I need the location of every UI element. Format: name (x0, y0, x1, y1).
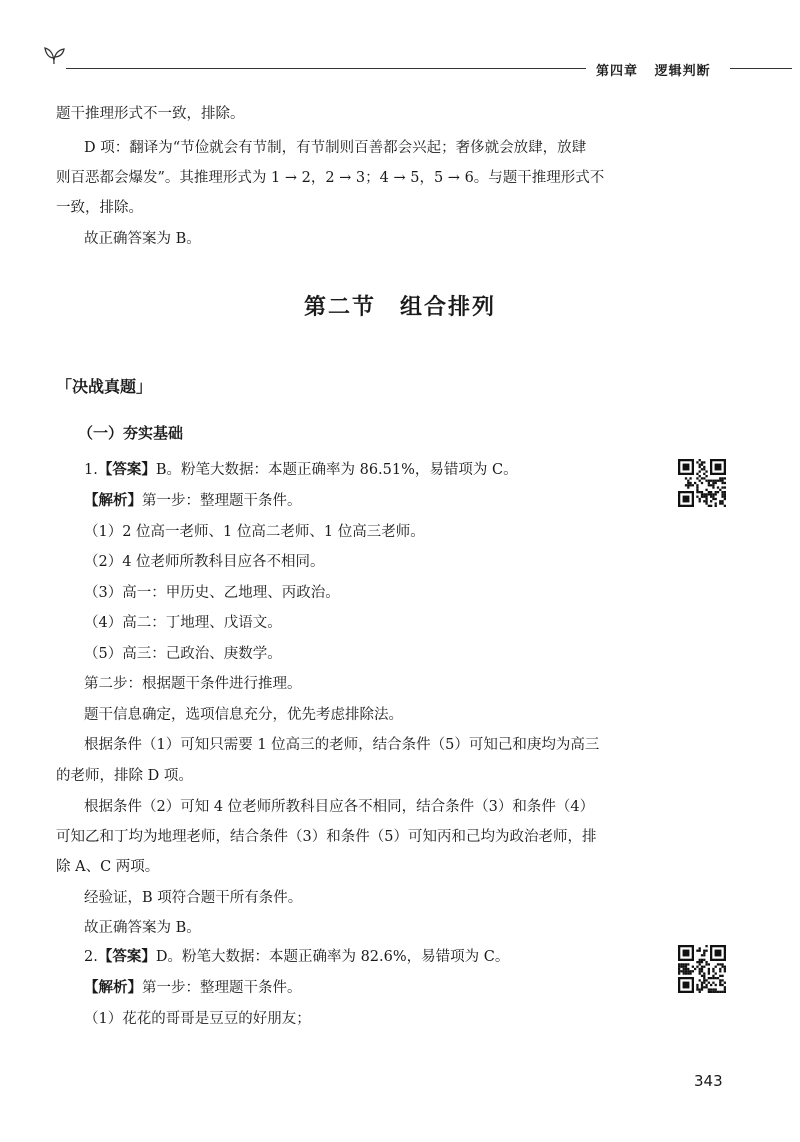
q1-number: 1. (84, 462, 98, 478)
bracket-heading-text: 决战真题 (72, 377, 137, 396)
q1-line: （5）高三：己政治、庚数学。 (84, 646, 282, 662)
q1-answer-text: B。粉笔大数据：本题正确率为 86.51%，易错项为 C。 (155, 462, 518, 478)
q1-line: 第二步：根据题干条件进行推理。 (84, 676, 302, 692)
q1-line: 可知乙和丁均为地理老师，结合条件（3）和条件（5）可知丙和己均为政治老师，排 (56, 829, 597, 845)
q1-line: （1）2 位高一老师、1 位高二老师、1 位高三老师。 (84, 524, 425, 540)
bracket-heading (56, 374, 152, 397)
q1-analysis-label: 【解析】 (84, 493, 142, 509)
q2-answer-label: 【答案】 (97, 949, 156, 965)
leaf-logo-icon (42, 44, 66, 66)
running-header (592, 60, 715, 79)
q1-line: （3）高一：甲历史、乙地理、丙政治。 (84, 585, 340, 601)
body-line: 则百恶都会爆发”。其推理形式为 1 → 2，2 → 3；4 → 5，5 → 6。与题干推理形式不 (56, 170, 605, 186)
header-chapter: 第四章 (596, 64, 639, 79)
bracket-open-icon: 「 (56, 377, 73, 396)
q2-analysis-line (84, 978, 302, 998)
header-rule-left (66, 68, 586, 69)
body-line: 一致，排除。 (56, 200, 143, 216)
header-title: 逻辑判断 (654, 64, 711, 79)
section-title: 第二节 组合排列 (303, 295, 496, 320)
q1-line: 故正确答案为 B。 (84, 920, 201, 936)
q1-line: 题干信息确定，选项信息充分，优先考虑排除法。 (84, 707, 403, 723)
q1-analysis-line (84, 491, 302, 511)
page-number: 343 (694, 1072, 723, 1090)
q1-line: 经验证，B 项符合题干所有条件。 (84, 890, 303, 906)
q2-number: 2. (84, 949, 98, 965)
q2-answer-text: D。粉笔大数据：本题正确率为 82.6%，易错项为 C。 (155, 949, 510, 965)
body-line: D 项：翻译为“节俭就会有节制，有节制则百善都会兴起；奢侈就会放肆，放肆 (84, 140, 587, 156)
q1-line: （4）高二：丁地理、戊语文。 (84, 615, 282, 631)
q1-analysis-text: 第一步：整理题干条件。 (142, 493, 302, 509)
bracket-close-icon: 」 (136, 377, 153, 396)
q2-line: （1）花花的哥哥是豆豆的好朋友； (84, 1011, 311, 1027)
body-line: 题干推理形式不一致，排除。 (56, 106, 245, 122)
sub-section-title: （一）夯实基础 (78, 424, 184, 442)
q2-answer-line (84, 947, 509, 967)
q2-analysis-label: 【解析】 (84, 980, 142, 996)
q1-line: 除 A、C 两项。 (56, 859, 160, 875)
qr-code-icon[interactable] (678, 945, 726, 993)
q2-analysis-text: 第一步：整理题干条件。 (142, 980, 302, 996)
body-line: 故正确答案为 B。 (84, 231, 201, 247)
q1-line: 的老师，排除 D 项。 (56, 768, 193, 784)
header-rule-right (730, 68, 792, 69)
q1-answer-label: 【答案】 (97, 462, 156, 478)
q1-line: 根据条件（1）可知只需要 1 位高三的老师，结合条件（5）可知己和庚均为高三 (84, 737, 600, 753)
q1-line: 根据条件（2）可知 4 位老师所教科目应各不相同，结合条件（3）和条件（4） (84, 799, 595, 815)
q1-answer-line (84, 460, 518, 480)
q1-line: （2）4 位老师所教科目应各不相同。 (84, 554, 325, 570)
qr-code-icon[interactable] (678, 459, 726, 507)
